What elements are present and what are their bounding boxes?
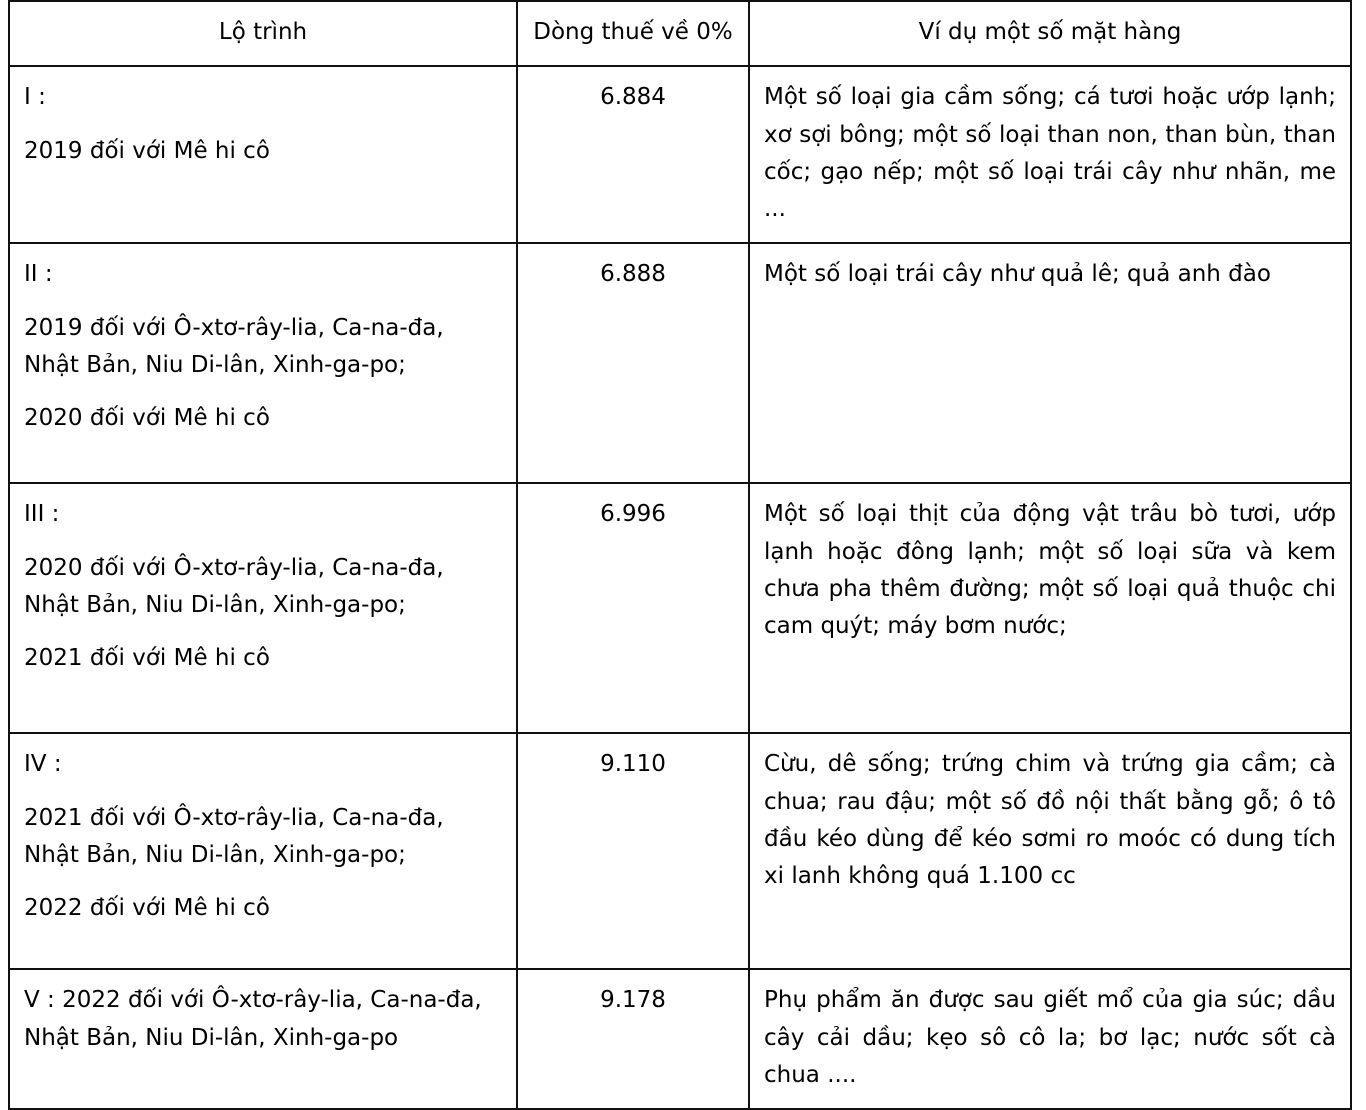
table-row bbox=[9, 483, 1351, 733]
table-row bbox=[9, 243, 1351, 483]
examples-cell bbox=[749, 733, 1351, 969]
route-cell bbox=[9, 66, 517, 243]
table-body bbox=[9, 66, 1351, 1109]
route-line: 2021 đối với Mê hi cô bbox=[24, 645, 270, 671]
tax-lines-cell: 9.178 bbox=[517, 969, 749, 1109]
table-row bbox=[9, 733, 1351, 969]
tariff-schedule-table bbox=[8, 0, 1352, 1110]
column-header-route: Lộ trình bbox=[9, 1, 517, 66]
examples-text: Một số loại trái cây như quả lê; quả anh đào bbox=[764, 261, 1271, 288]
route-line: I : bbox=[24, 84, 46, 111]
route-cell bbox=[9, 733, 517, 969]
column-header-examples: Ví dụ một số mặt hàng bbox=[749, 1, 1351, 66]
route-line: 2019 đối với Ô-xtơ-rây-lia, Ca-na-đa, Nhật Bản, Niu Di-lân, Xinh-ga-po; bbox=[24, 314, 444, 378]
route-line: III : bbox=[24, 501, 60, 528]
route-line: 2020 đối với Mê hi cô bbox=[24, 405, 270, 431]
route-cell bbox=[9, 243, 517, 483]
table-row bbox=[9, 66, 1351, 243]
table-header-row bbox=[9, 1, 1351, 66]
tax-lines-cell: 9.110 bbox=[517, 733, 749, 969]
examples-cell bbox=[749, 243, 1351, 483]
route-line: II : bbox=[24, 261, 53, 288]
route-line: 2021 đối với Ô-xtơ-rây-lia, Ca-na-đa, Nhật Bản, Niu Di-lân, Xinh-ga-po; bbox=[24, 804, 444, 868]
table-header bbox=[9, 1, 1351, 66]
route-line: IV : bbox=[24, 751, 62, 778]
tax-lines-cell: 6.996 bbox=[517, 483, 749, 733]
route-line: V : 2022 đối với Ô-xtơ-rây-lia, Ca-na-đa, Nhật Bản, Niu Di-lân, Xinh-ga-po bbox=[24, 987, 482, 1051]
examples-cell bbox=[749, 969, 1351, 1109]
route-line: 2020 đối với Ô-xtơ-rây-lia, Ca-na-đa, Nhật Bản, Niu Di-lân, Xinh-ga-po; bbox=[24, 554, 444, 618]
column-header-tax-lines: Dòng thuế về 0% bbox=[517, 1, 749, 66]
route-cell bbox=[9, 483, 517, 733]
examples-text: Một số loại gia cầm sống; cá tươi hoặc ướp lạnh; xơ sợi bông; một số loại than non, than bùn, than cốc; gạo nếp; một số loại trái cây như nhãn, me ... bbox=[764, 84, 1336, 222]
route-cell bbox=[9, 969, 517, 1109]
route-line: 2019 đối với Mê hi cô bbox=[24, 137, 270, 164]
tax-lines-cell: 6.888 bbox=[517, 243, 749, 483]
examples-text: Một số loại thịt của động vật trâu bò tươi, ướp lạnh hoặc đông lạnh; một số loại sữa và kem chưa pha thêm đường; một số loại quả thuộc chi cam quýt; máy bơm nước; bbox=[764, 501, 1336, 639]
examples-cell bbox=[749, 483, 1351, 733]
examples-cell bbox=[749, 66, 1351, 243]
route-line: 2022 đối với Mê hi cô bbox=[24, 895, 270, 921]
examples-text: Cừu, dê sống; trứng chim và trứng gia cầm; cà chua; rau đậu; một số đồ nội thất bằng gỗ; ô tô đầu kéo dùng để kéo sơmi ro moóc có dung tích xi lanh không quá 1.100 cc bbox=[764, 751, 1336, 889]
examples-text: Phụ phẩm ăn được sau giết mổ của gia súc; dầu cây cải dầu; kẹo sô cô la; bơ lạc; nước sốt cà chua .... bbox=[764, 987, 1336, 1088]
tax-lines-cell: 6.884 bbox=[517, 66, 749, 243]
table-row bbox=[9, 969, 1351, 1109]
